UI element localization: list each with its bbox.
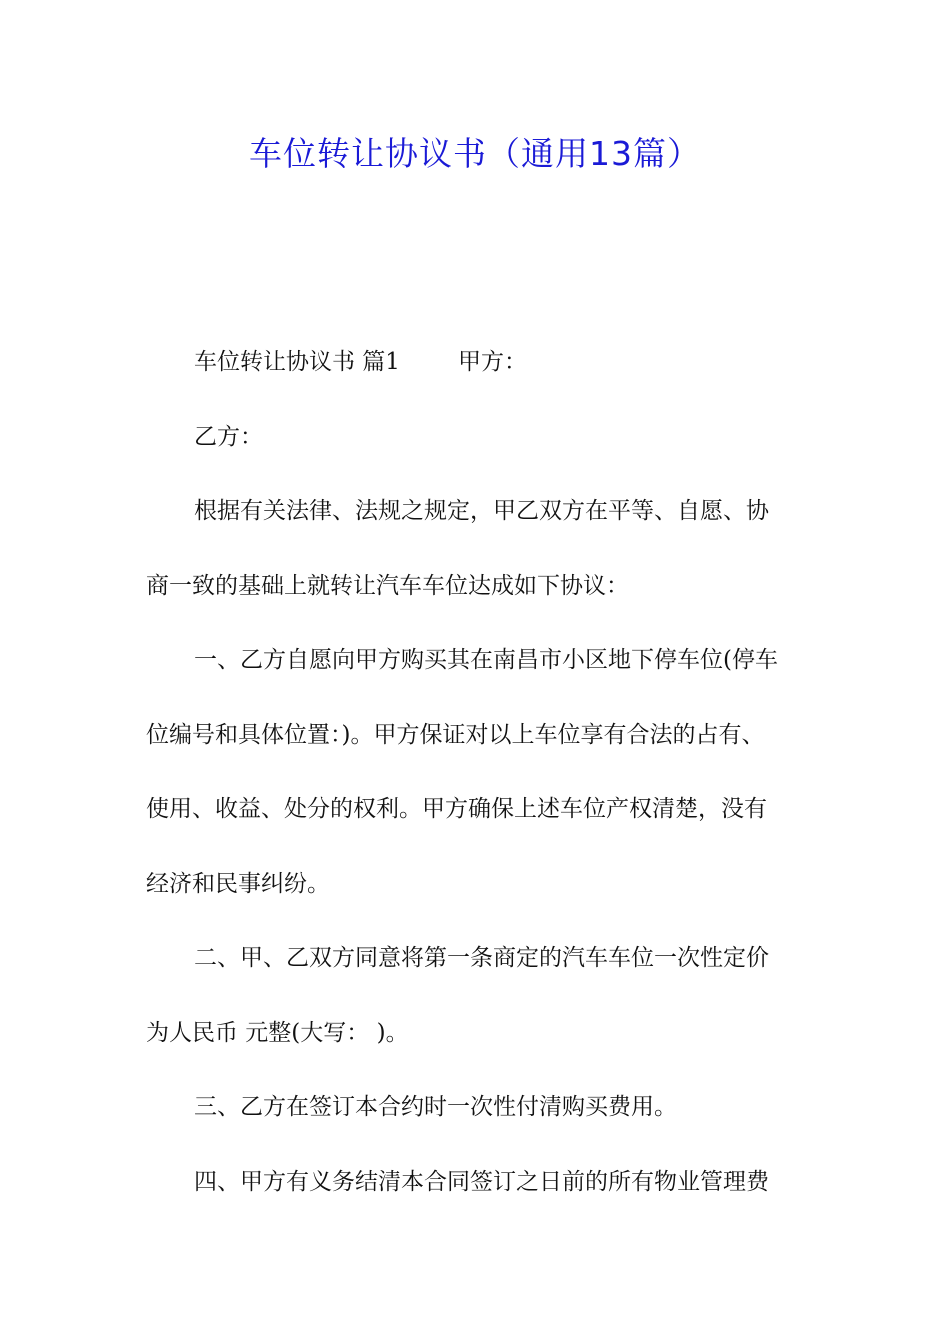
paragraph-line: 根据有关法律、法规之规定，甲乙双方在平等、自愿、协 <box>194 498 769 524</box>
clause-1-line: 一、乙方自愿向甲方购买其在南昌市小区地下停车位(停车 <box>194 647 778 673</box>
clause-1-line: 使用、收益、处分的权利。甲方确保上述车位产权清楚，没有 <box>146 796 767 822</box>
clause-3-line: 三、乙方在签订本合约时一次性付清购买费用。 <box>194 1094 677 1120</box>
document-title: 车位转让协议书（通用13篇） <box>249 134 701 173</box>
clause-2-line: 为人民币 元整(大写： )。 <box>146 1019 409 1046</box>
document-body <box>146 325 806 1219</box>
party-b-line: 乙方： <box>194 423 263 450</box>
section-heading: 车位转让协议书 篇1 <box>194 349 400 375</box>
clause-1-line: 经济和民事纠纷。 <box>146 870 330 897</box>
paragraph-line: 商一致的基础上就转让汽车车位达成如下协议： <box>146 572 629 599</box>
clause-1-line: 位编号和具体位置：)。甲方保证对以上车位享有合法的占有、 <box>146 721 765 748</box>
party-a-label: 甲方： <box>457 349 527 375</box>
clause-2-line: 二、甲、乙双方同意将第一条商定的汽车车位一次性定价 <box>194 945 769 971</box>
section-heading-line <box>146 325 806 400</box>
clause-4-line: 四、甲方有义务结清本合同签订之日前的所有物业管理费 <box>194 1168 769 1195</box>
